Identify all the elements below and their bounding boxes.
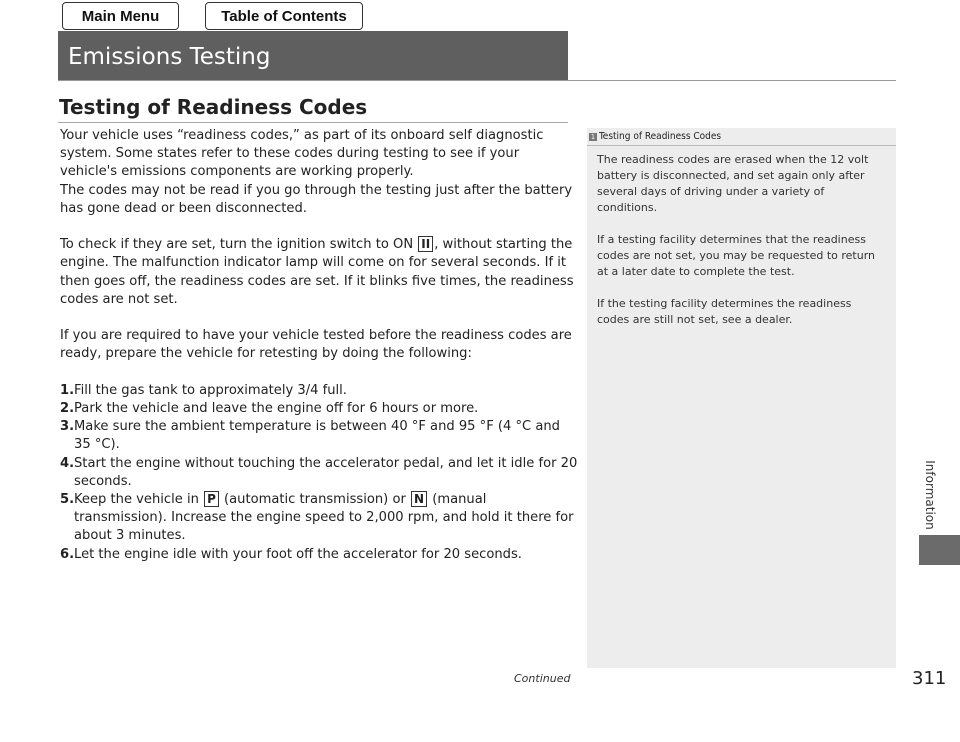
step-number: 5. bbox=[60, 492, 75, 508]
list-item bbox=[60, 418, 580, 454]
step-number: 2. bbox=[60, 401, 75, 416]
step-text: Make sure the ambient temperature is between 40 °F and 95 °F (4 °C and 35 °C). bbox=[74, 419, 560, 453]
list-item bbox=[60, 546, 580, 564]
main-content bbox=[60, 127, 580, 564]
step-text: Keep the vehicle in bbox=[74, 492, 204, 508]
step-number: 3. bbox=[60, 419, 75, 435]
neutral-key-icon: N bbox=[411, 491, 427, 507]
sidebar-body bbox=[587, 146, 896, 328]
step-text: Let the engine idle with your foot off the accelerator for 20 seconds. bbox=[74, 546, 522, 562]
section-title: Testing of Readiness Codes bbox=[59, 95, 368, 119]
title-divider bbox=[58, 80, 896, 81]
sidebar-note: If a testing facility determines that the readiness codes are not set, you may be requested to return at a later date to complete the test. bbox=[597, 233, 876, 278]
sidebar-heading bbox=[587, 128, 896, 146]
section-tab-label bbox=[920, 455, 940, 535]
step-text: Start the engine without touching the accelerator pedal, and let it idle for 20 seconds. bbox=[74, 455, 578, 489]
page-number: 311 bbox=[912, 668, 947, 689]
paragraph-retest: If you are required to have your vehicle tested before the readiness codes are ready, prepare the vehicle for retesting by doing the following: bbox=[60, 328, 572, 362]
section-tab-marker bbox=[919, 535, 960, 565]
paragraph-battery: The codes may not be read if you go through the testing just after the battery has gone dead or been disconnected. bbox=[60, 182, 573, 216]
page-title-bar bbox=[58, 31, 568, 80]
step-number: 1. bbox=[60, 382, 75, 398]
paragraph-check bbox=[60, 236, 580, 309]
sidebar-notes bbox=[587, 128, 896, 668]
section-divider bbox=[58, 122, 568, 123]
page-title: Emissions Testing bbox=[68, 44, 271, 70]
step-text: (manual transmission). Increase the engine speed to 2,000 rpm, and hold it there for about 3 minutes. bbox=[74, 492, 574, 544]
main-menu-button[interactable]: Main Menu bbox=[62, 2, 179, 30]
text-span: , without starting the engine. The malfunction indicator lamp will come on for several seconds. If it then goes off, the readiness codes are set. If it blinks five times, the readiness codes are not set. bbox=[60, 237, 574, 307]
sidebar-heading-text: Testing of Readiness Codes bbox=[599, 131, 722, 142]
sidebar-note: If the testing facility determines the readiness codes are still not set, see a dealer. bbox=[597, 297, 852, 326]
sidebar-note: The readiness codes are erased when the 12 volt battery is disconnected, and set again only after several days of driving under a variety of conditions. bbox=[597, 153, 869, 214]
section-tab-text: Information bbox=[923, 460, 937, 530]
step-text: Fill the gas tank to approximately 3/4 full. bbox=[74, 382, 347, 398]
continued-label: Continued bbox=[514, 672, 571, 685]
list-item bbox=[60, 455, 580, 491]
text-span: To check if they are set, turn the ignition switch to ON bbox=[60, 237, 418, 253]
step-number: 4. bbox=[60, 455, 75, 471]
ignition-on-key-icon: II bbox=[418, 236, 433, 252]
step-text: (automatic transmission) or bbox=[219, 492, 410, 508]
park-key-icon: P bbox=[204, 491, 219, 507]
reference-marker-icon: 1 bbox=[590, 133, 595, 141]
step-number: 6. bbox=[60, 546, 75, 562]
paragraph-intro: Your vehicle uses “readiness codes,” as part of its onboard self diagnostic system. Some states refer to these codes during testing to see if your vehicle's emissions components are working properly. bbox=[60, 128, 544, 180]
step-text: Park the vehicle and leave the engine off for 6 hours or more. bbox=[74, 401, 479, 416]
steps-list bbox=[60, 382, 580, 564]
list-item bbox=[60, 400, 580, 418]
table-of-contents-button[interactable]: Table of Contents bbox=[205, 2, 363, 30]
list-item bbox=[60, 491, 580, 546]
list-item bbox=[60, 382, 580, 400]
